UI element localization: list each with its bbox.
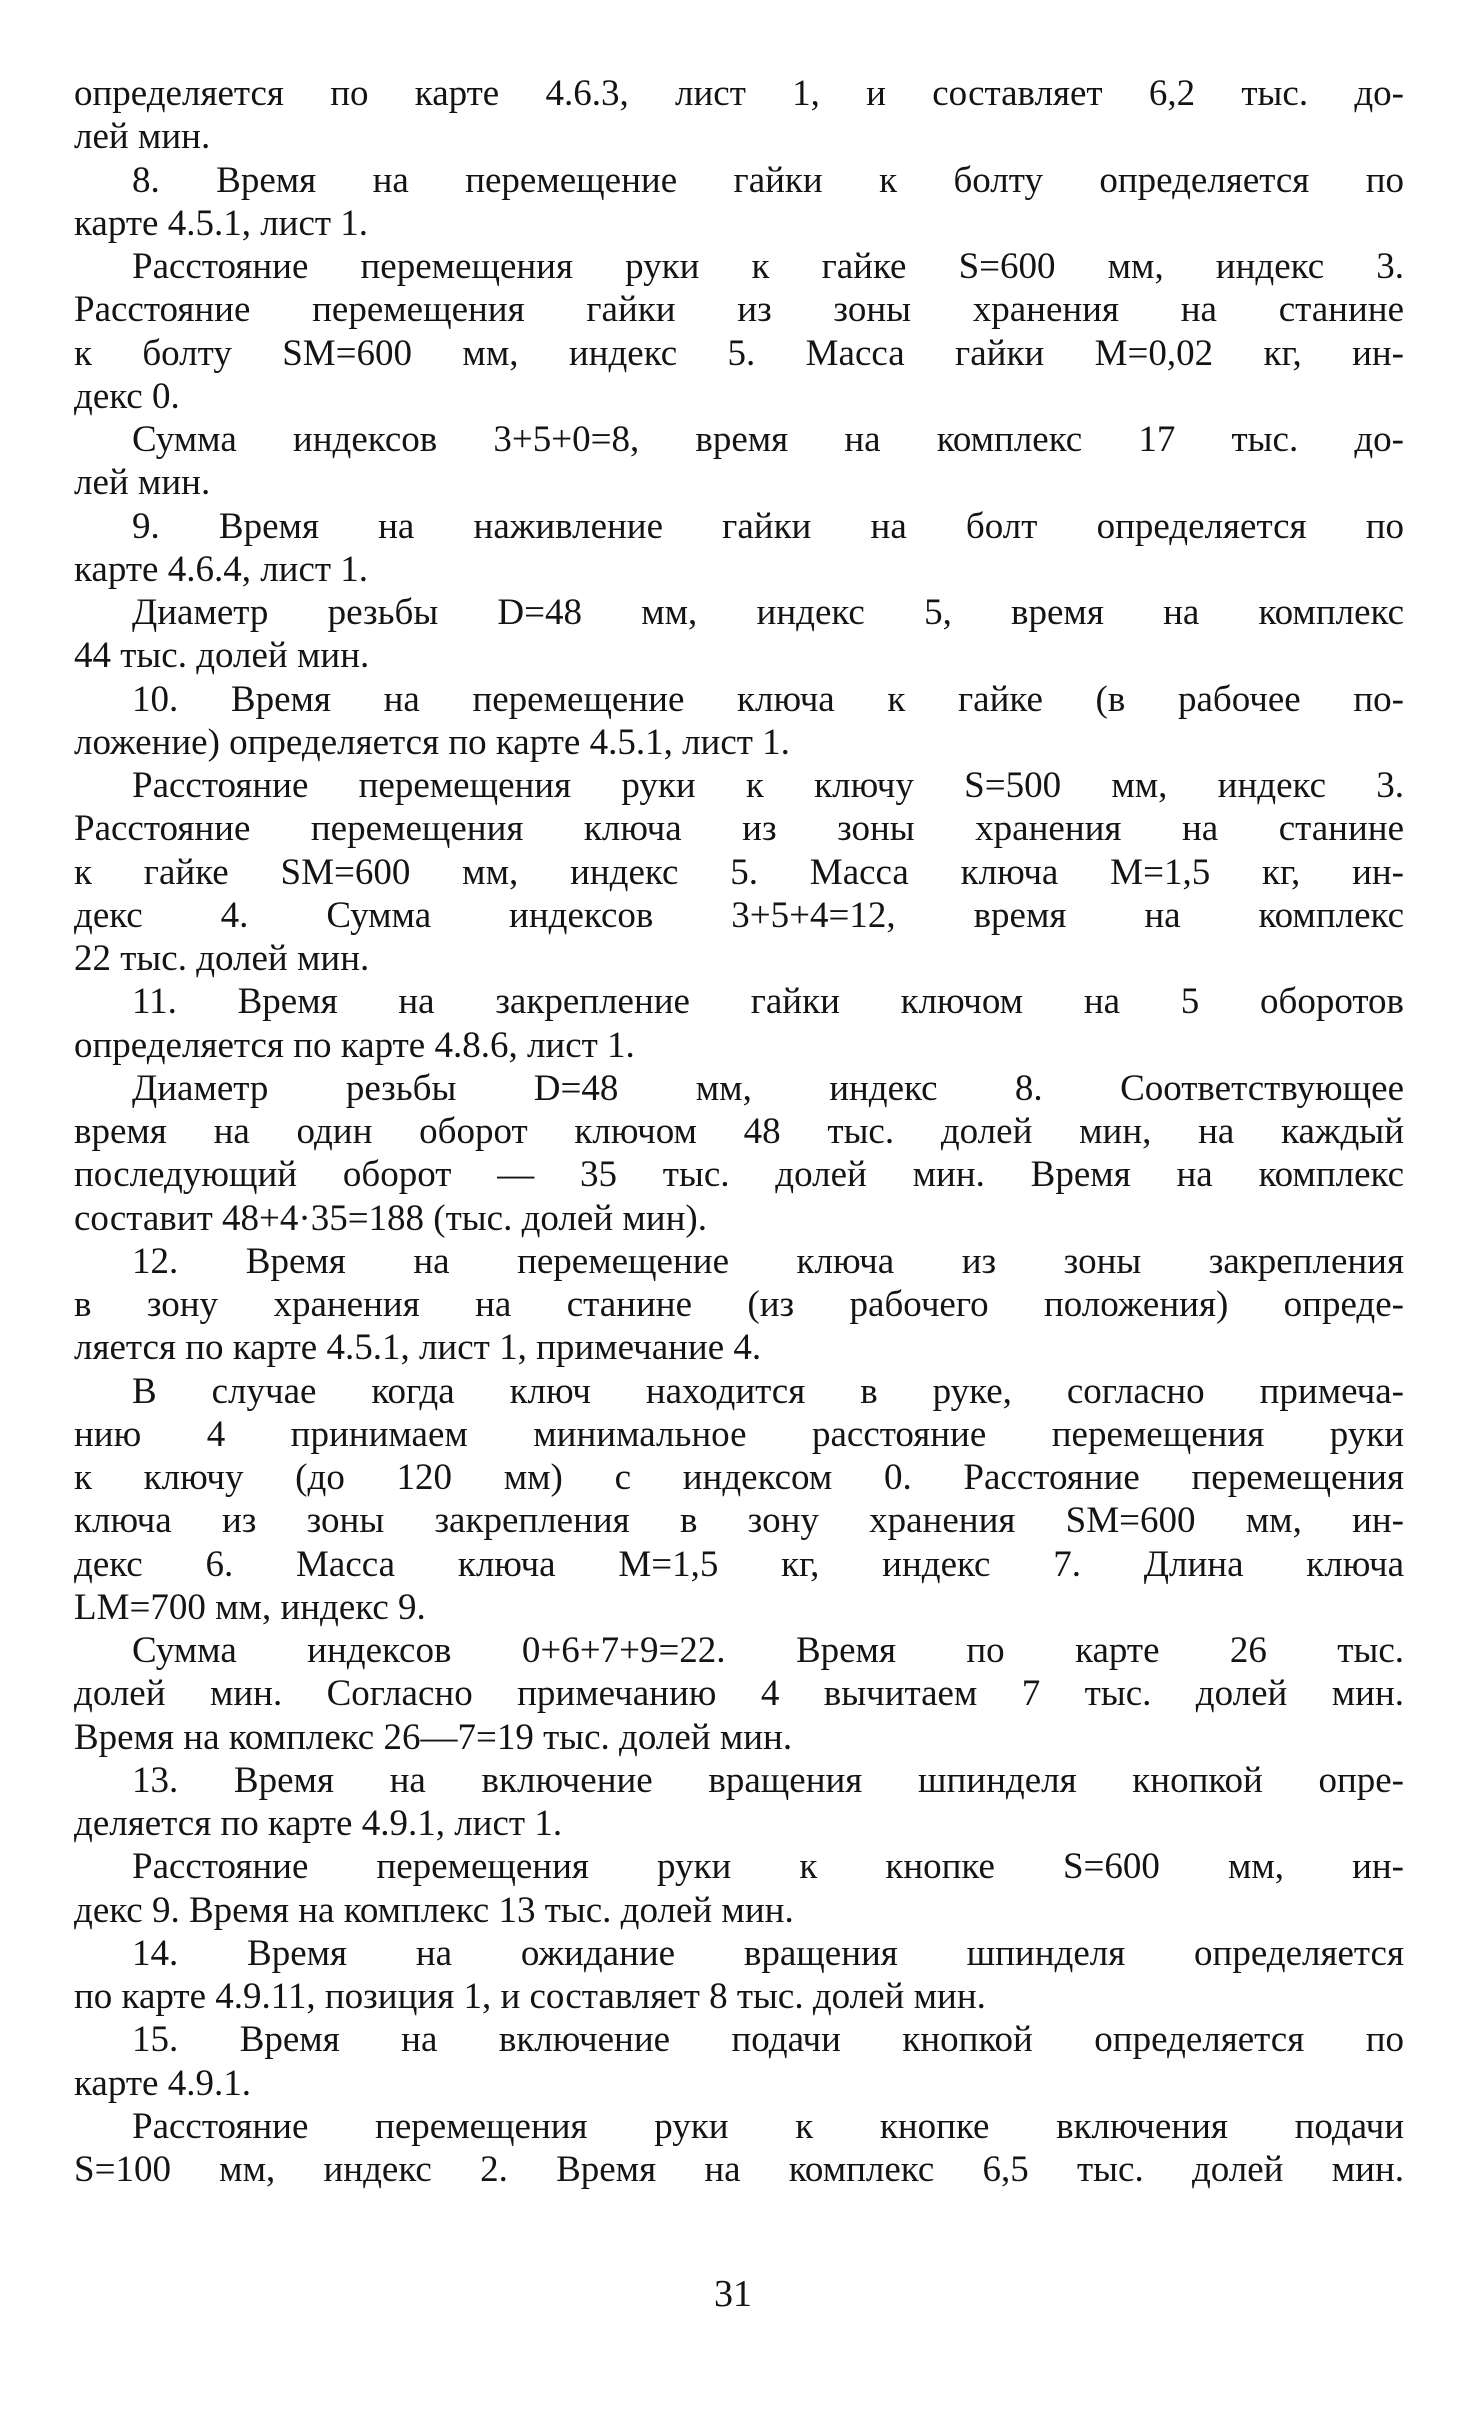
text-line: определяется по карте 4.6.3, лист 1, и составляет 6,2 тыс. до- [74,73,1404,114]
text-line: карте 4.5.1, лист 1. [74,202,369,244]
page-number: 31 [714,2273,752,2315]
text-line: Расстояние перемещения гайки из зоны хранения на станине [74,289,1404,331]
text-line: деляется по карте 4.9.1, лист 1. [74,1803,563,1844]
text-line: составит 48+4·35=188 (тыс. долей мин). [74,1197,707,1239]
text-line: ключа из зоны закрепления в зону хранения SM=600 мм, ин- [74,1500,1404,1542]
text-line: Расстояние перемещения руки к кнопке S=600 мм, ин- [132,1846,1404,1888]
text-line: к ключу (до 120 мм) с индексом 0. Расстояние перемещения [74,1457,1404,1498]
text-line: в зону хранения на станине (из рабочего положения) опреде- [74,1284,1404,1325]
text-line: 13. Время на включение вращения шпинделя кнопкой опре- [132,1759,1404,1801]
text-line: декс 9. Время на комплекс 13 тыс. долей мин. [74,1889,794,1931]
text-line: 8. Время на перемещение гайки к болту определяется по [132,159,1404,201]
text-line: декс 4. Сумма индексов 3+5+4=12, время на комплекс [74,894,1404,936]
text-line: карте 4.9.1. [74,2062,251,2104]
text-line: 9. Время на наживление гайки на болт определяется по [132,505,1404,547]
text-line: S=100 мм, индекс 2. Время на комплекс 6,5 тыс. долей мин. [74,2149,1404,2190]
text-line: по карте 4.9.11, позиция 1, и составляет 8 тыс. долей мин. [74,1976,986,2017]
text-line: В случае когда ключ находится в руке, согласно примеча- [132,1370,1404,1412]
text-line: Сумма индексов 0+6+7+9=22. Время по карте 26 тыс. [132,1630,1404,1671]
text-line: 44 тыс. долей мин. [74,635,370,677]
page-body [74,72,1404,2191]
text-line: 11. Время на закрепление гайки ключом на 5 оборотов [132,981,1404,1023]
text-line: карте 4.6.4, лист 1. [74,548,369,590]
text-line: Расстояние перемещения руки к ключу S=500 мм, индекс 3. [132,765,1404,806]
text-line: 10. Время на перемещение ключа к гайке (в рабочее по- [132,678,1404,720]
text-line: Сумма индексов 3+5+0=8, время на комплекс 17 тыс. до- [132,419,1404,460]
text-line: определяется по карте 4.8.6, лист 1. [74,1024,635,1066]
text-line: декс 0. [74,375,180,417]
text-line: лей мин. [74,116,211,158]
text-line: Диаметр резьбы D=48 мм, индекс 8. Соответствующее [132,1067,1404,1109]
text-line: ляется по карте 4.5.1, лист 1, примечание 4. [74,1327,762,1369]
text-line: Расстояние перемещения ключа из зоны хранения на станине [74,808,1404,850]
text-line: лей мин. [74,462,211,504]
text-line: долей мин. Согласно примечанию 4 вычитаем 7 тыс. долей мин. [74,1673,1404,1715]
text-line: Время на комплекс 26—7=19 тыс. долей мин. [74,1716,793,1758]
text-line: время на один оборот ключом 48 тыс. долей мин, на каждый [74,1111,1404,1152]
text-line: последующий оборот — 35 тыс. долей мин. Время на комплекс [74,1154,1404,1196]
text-line: к гайке SM=600 мм, индекс 5. Масса ключа M=1,5 кг, ин- [74,851,1404,893]
text-line: к болту SM=600 мм, индекс 5. Масса гайки M=0,02 кг, ин- [74,332,1404,374]
text-line: 14. Время на ожидание вращения шпинделя определяется [132,1932,1404,1974]
text-line: нию 4 принимаем минимальное расстояние перемещения руки [74,1413,1404,1455]
text-line: Диаметр резьбы D=48 мм, индекс 5, время на комплекс [132,592,1404,633]
text-line: декс 6. Масса ключа M=1,5 кг, индекс 7. Длина ключа [74,1543,1404,1585]
text-line: Расстояние перемещения руки к гайке S=600 мм, индекс 3. [132,246,1404,287]
text-line: ложение) определяется по карте 4.5.1, лист 1. [74,721,790,763]
text-line: 22 тыс. долей мин. [74,938,370,979]
text-line: 15. Время на включение подачи кнопкой определяется по [132,2019,1404,2061]
text-line: Расстояние перемещения руки к кнопке включения подачи [132,2105,1404,2147]
text-line: 12. Время на перемещение ключа из зоны закрепления [132,1240,1404,1282]
text-line: LM=700 мм, индекс 9. [74,1586,426,1628]
